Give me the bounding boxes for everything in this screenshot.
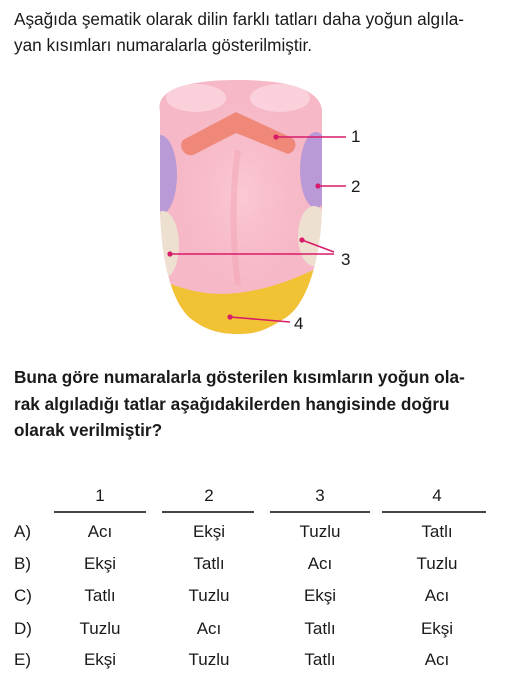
option-e-cell-2: Tuzlu (188, 650, 230, 669)
question-line-3: olarak verilmiştir? (14, 420, 163, 440)
callout-2: 2 (351, 177, 361, 196)
intro-line-1: Aşağıda şematik olarak dilin farklı tatları daha yoğun algıla- (14, 9, 464, 29)
option-b-cell-2: Tatlı (193, 554, 225, 573)
option-d-cell-4: Ekşi (420, 619, 454, 638)
option-e-cell-3: Tatlı (304, 650, 336, 669)
question-line-1: Buna göre numaralarla gösterilen kısımların yoğun ola- (14, 367, 465, 387)
option-letter: D) (14, 619, 32, 638)
callout-4: 4 (294, 314, 304, 333)
callout-3: 3 (341, 250, 351, 269)
region-3-left (147, 211, 179, 279)
option-c-cell-2: Tuzlu (188, 586, 230, 605)
column-header-2: 2 (204, 486, 214, 505)
question-text (14, 364, 514, 444)
option-d-cell-1: Tuzlu (79, 619, 121, 638)
region-2-left (143, 135, 177, 215)
option-a-cell-2: Ekşi (192, 522, 226, 541)
tongue-shape (143, 70, 335, 345)
intro-line-2: yan kısımları numaralarla gösterilmiştir. (14, 35, 313, 55)
option-letter: E) (14, 650, 31, 669)
option-b-cell-3: Acı (307, 554, 333, 573)
callout-1: 1 (351, 127, 361, 146)
papillae-left (166, 84, 226, 112)
option-a-cell-4: Tatlı (421, 522, 453, 541)
option-letter: A) (14, 522, 31, 541)
column-rule-1 (54, 511, 146, 513)
option-b-cell-1: Ekşi (83, 554, 117, 573)
option-d-cell-3: Tatlı (304, 619, 336, 638)
question-line-2: rak algıladığı tatlar aşağıdakilerden hangisinde doğru (14, 393, 450, 414)
option-c-cell-3: Ekşi (303, 586, 337, 605)
column-rule-3 (270, 511, 370, 513)
column-rule-4 (382, 511, 486, 513)
option-d-cell-2: Acı (196, 619, 222, 638)
option-letter: C) (14, 586, 32, 605)
column-rule-2 (162, 511, 254, 513)
option-letter: B) (14, 554, 31, 573)
option-c-cell-4: Acı (424, 586, 450, 605)
column-header-3: 3 (315, 486, 325, 505)
region-2-right (300, 132, 332, 208)
papillae-right (250, 84, 310, 112)
option-a-cell-3: Tuzlu (299, 522, 341, 541)
option-e-cell-4: Acı (424, 650, 450, 669)
column-header-1: 1 (95, 486, 105, 505)
option-c-cell-1: Tatlı (84, 586, 116, 605)
column-header-4: 4 (432, 486, 442, 505)
option-a-cell-1: Acı (87, 522, 113, 541)
option-b-cell-4: Tuzlu (416, 554, 458, 573)
option-e-cell-1: Ekşi (83, 650, 117, 669)
region-3-right (298, 206, 330, 266)
